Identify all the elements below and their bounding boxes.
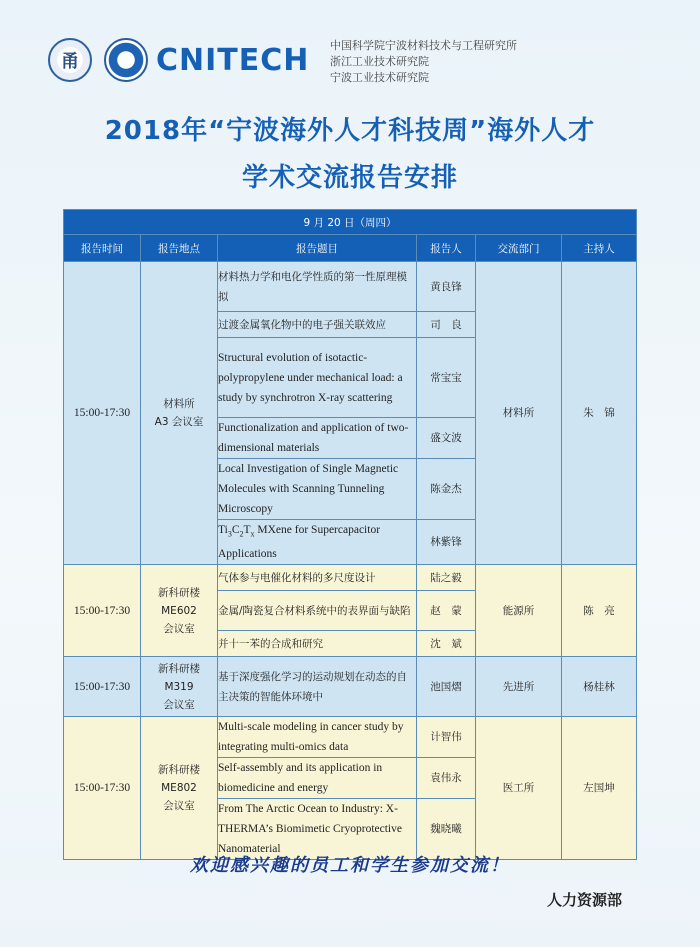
formula-part: MXene for Supercapacitor Applications [218,524,381,561]
place-cell [141,657,218,717]
topic-cell: From The Arctic Ocean to Industry: X-THERMA’s Biomimetic Cryoprotective Nanomaterial [218,799,417,860]
ningbo-seal-icon: 甬 [48,38,92,82]
table-row [64,717,637,758]
column-header: 报告题目 [218,235,417,262]
speaker-cell: 常宝宝 [417,338,476,418]
time-cell: 15:00-17:30 [64,657,141,717]
logo-group [48,38,309,82]
page-title-line2: 学术交流报告安排 [241,163,458,193]
speaker-cell: 陈金杰 [417,459,476,520]
place-line: 会议室 [163,800,195,813]
place-cell [141,565,218,657]
place-line: 材料所 [163,398,195,411]
speaker-cell: 魏晓曦 [417,799,476,860]
table-row [64,657,637,717]
column-header-row [64,235,637,262]
welcome-message: 欢迎感兴趣的员工和学生参加交流！ [190,855,510,876]
formula-part: 2 [239,529,244,539]
dept-cell: 先进所 [476,657,562,717]
table-row [64,565,637,591]
department-signature: 人力资源部 [547,891,623,909]
time-cell: 15:00-17:30 [64,717,141,860]
speaker-cell: 司 良 [417,312,476,338]
place-line: 新科研楼 [158,586,200,599]
topic-cell: Local Investigation of Single Magnetic Molecules with Scanning Tunneling Microscopy [218,459,417,520]
date-header: 9 月 20 日（周四） [64,210,637,235]
speaker-cell: 黄良锋 [417,262,476,312]
topic-cell: Multi-scale modeling in cancer study by integrating multi-omics data [218,717,417,758]
topic-cell: Self-assembly and its application in biomedicine and energy [218,758,417,799]
dept-cell: 医工所 [476,717,562,860]
cnitech-logo: CNITECH [156,42,310,78]
place-line: ME602 [161,604,197,617]
speaker-cell: 计智伟 [417,717,476,758]
time-cell: 15:00-17:30 [64,565,141,657]
institute-name: 浙江工业技术研究院 [330,55,429,68]
topic-cell [218,520,417,565]
date-row [64,210,637,235]
column-header: 报告地点 [141,235,218,262]
formula-part: x [250,529,255,539]
column-header: 报告时间 [64,235,141,262]
host-cell: 陈 亮 [562,565,637,657]
topic-cell: 材料热力学和电化学性质的第一性原理模拟 [218,262,417,312]
formula-part: Ti [218,524,228,536]
formula-part: T [243,524,251,536]
formula-part: 3 [227,529,232,539]
table-row [64,262,637,312]
dept-cell: 能源所 [476,565,562,657]
topic-cell: 金属/陶瓷复合材料系统中的表界面与缺陷 [218,591,417,631]
speaker-cell: 袁伟永 [417,758,476,799]
time-cell: 15:00-17:30 [64,262,141,565]
column-header: 报告人 [417,235,476,262]
schedule-table [63,209,637,860]
speaker-cell: 盛文波 [417,418,476,459]
host-cell: 杨桂林 [562,657,637,717]
topic-cell: 过渡金属氧化物中的电子强关联效应 [218,312,417,338]
cas-seal-icon [104,38,148,82]
place-line: 新科研楼 [158,764,200,777]
host-cell: 左国坤 [562,717,637,860]
place-line: M319 [164,680,194,693]
topic-cell: Functionalization and application of two-dimensional materials [218,418,417,459]
host-cell: 朱 锦 [562,262,637,565]
institute-name: 中国科学院宁波材料技术与工程研究所 [330,39,517,52]
place-line: A3 会议室 [154,416,204,429]
place-line: 会议室 [163,622,195,635]
place-cell [141,717,218,860]
topic-cell: 气体参与电催化材料的多尺度设计 [218,565,417,591]
speaker-cell: 陆之毅 [417,565,476,591]
topic-cell: 基于深度强化学习的运动规划在动态的自主决策的智能体环境中 [218,657,417,717]
speaker-cell: 林紫锋 [417,520,476,565]
institute-list [330,38,517,86]
place-cell [141,262,218,565]
institute-name: 宁波工业技术研究院 [330,71,429,84]
column-header: 主持人 [562,235,637,262]
place-line: 新科研楼 [158,662,200,675]
speaker-cell: 沈 斌 [417,631,476,657]
speaker-cell: 赵 蒙 [417,591,476,631]
topic-cell: Structural evolution of isotactic-polypropylene under mechanical load: a study by synchrotron X-ray scattering [218,338,417,418]
column-header: 交流部门 [476,235,562,262]
topic-cell: 并十一苯的合成和研究 [218,631,417,657]
formula-part: C [231,524,240,536]
place-line: 会议室 [163,698,195,711]
page-title-line1: 2018年“宁波海外人才科技周”海外人才 [104,116,596,146]
speaker-cell: 池国熠 [417,657,476,717]
dept-cell: 材料所 [476,262,562,565]
place-line: ME802 [161,782,197,795]
